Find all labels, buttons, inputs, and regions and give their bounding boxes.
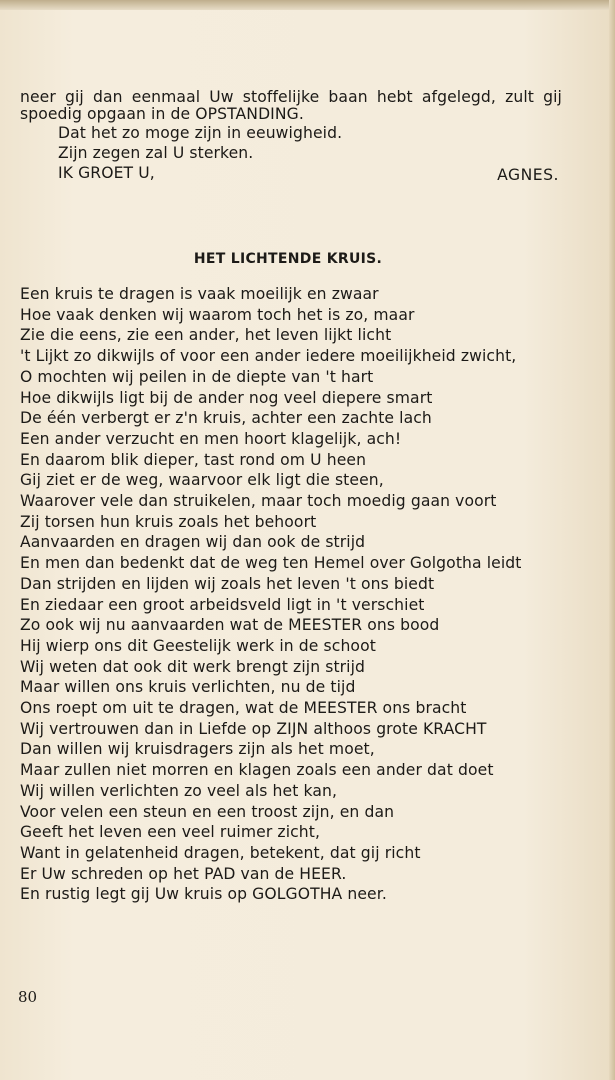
- page-right-edge: [609, 0, 615, 1080]
- poem-line: Een kruis te dragen is vaak moeilijk en zwaar: [20, 285, 379, 303]
- poem-title: HET LICHTENDE KRUIS.: [193, 251, 383, 267]
- poem-line: En rustig legt gij Uw kruis op GOLGOTHA neer.: [20, 885, 387, 904]
- poem-line: Hij wierp ons dit Geestelijk werk in de schoot: [20, 636, 376, 655]
- poem-line: Wij weten dat ook dit werk brengt zijn strijd: [20, 657, 366, 676]
- poem-line: De één verbergt er z'n kruis, achter een zachte lach: [20, 409, 432, 428]
- poem-line: Een ander verzucht en men hoort klagelijk, ach!: [20, 429, 402, 448]
- poem-line: Want in gelatenheid dragen, betekent, dat gij richt: [20, 843, 421, 862]
- poem-line: Wij willen verlichten zo veel als het kan,: [20, 781, 338, 800]
- letter-line: spoedig opgaan in de OPSTANDING.: [20, 105, 304, 123]
- poem-line: Zij torsen hun kruis zoals het behoort: [20, 512, 317, 531]
- poem-line: Zie die eens, zie een ander, het leven lijkt licht: [20, 326, 392, 345]
- poem-line: Hoe dikwijls ligt bij de ander nog veel diepere smart: [20, 388, 433, 407]
- page-number: 80: [18, 988, 38, 1006]
- poem-line: Zo ook wij nu aanvaarden wat de MEESTER ons bood: [20, 616, 440, 635]
- letter-line: Zijn zegen zal U sterken.: [58, 144, 254, 162]
- letter-line: Dat het zo moge zijn in eeuwigheid.: [58, 124, 343, 142]
- poem-line: Hoe vaak denken wij waarom toch het is zo, maar: [20, 305, 415, 324]
- poem-line: Aanvaarden en dragen wij dan ook de strijd: [20, 533, 366, 552]
- poem-line: Maar zullen niet morren en klagen zoals een ander dat doet: [20, 761, 494, 780]
- letter-line: neer gij dan eenmaal Uw stoffelijke baan hebt afgelegd, zult gij: [20, 88, 562, 106]
- poem-line: Waarover vele dan struikelen, maar toch moedig gaan voort: [20, 492, 497, 510]
- poem-line: Gij ziet er de weg, waarvoor elk ligt die steen,: [20, 471, 384, 490]
- poem-line: Dan strijden en lijden wij zoals het leven 't ons biedt: [20, 574, 435, 593]
- page-top-edge: [0, 0, 615, 10]
- poem-line: Ons roept om uit te dragen, wat de MEESTER ons bracht: [20, 699, 467, 717]
- letter-greeting: IK GROET U,: [58, 164, 155, 182]
- poem-line: O mochten wij peilen in de diepte van 't hart: [20, 367, 374, 386]
- poem-line: Geeft het leven een veel ruimer zicht,: [20, 823, 321, 842]
- poem-line: En ziedaar een groot arbeidsveld ligt in 't verschiet: [20, 595, 425, 614]
- poem-line: Er Uw schreden op het PAD van de HEER.: [20, 864, 347, 883]
- poem-line: Wij vertrouwen dan in Liefde op ZIJN althoos grote KRACHT: [20, 719, 487, 738]
- poem-line: 't Lijkt zo dikwijls of voor een ander iedere moeilijkheid zwicht,: [20, 347, 517, 366]
- letter-signature: AGNES.: [497, 166, 559, 184]
- poem-line: Voor velen een steun en een troost zijn, en dan: [20, 802, 395, 821]
- poem-line: En men dan bedenkt dat de weg ten Hemel over Golgotha leidt: [20, 554, 522, 573]
- poem-line: Maar willen ons kruis verlichten, nu de tijd: [20, 678, 356, 697]
- poem-line: En daarom blik dieper, tast rond om U heen: [20, 450, 367, 469]
- poem-line: Dan willen wij kruisdragers zijn als het moet,: [20, 740, 375, 759]
